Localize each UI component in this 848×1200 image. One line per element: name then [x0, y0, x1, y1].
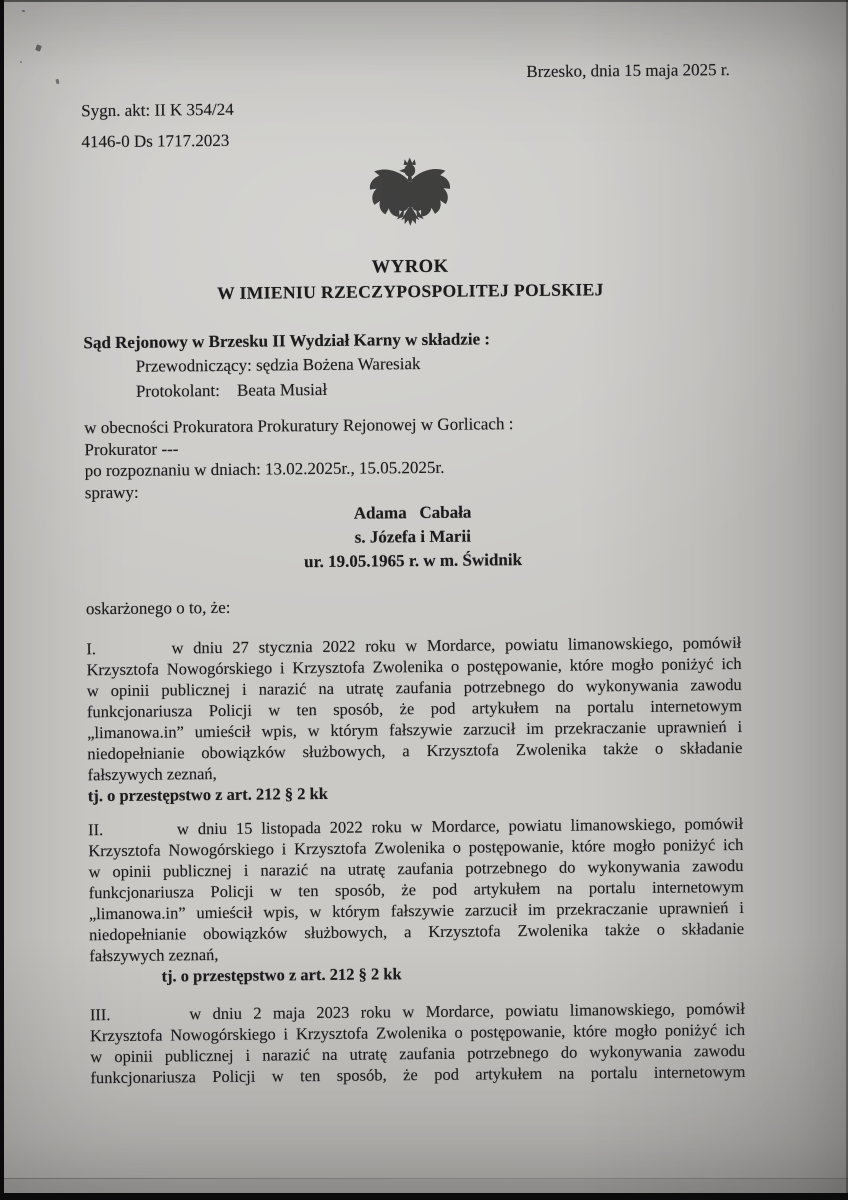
- photo-border-bottom: [0, 1193, 848, 1200]
- charge-I-line-1-text: w dniu 27 stycznia 2022 roku w Mordarce, powiatu limanowskiego, pomówił: [171, 632, 742, 658]
- charge-III-line-3: w opinii publicznej i narazić na utratę zaufania potrzebnego do wykonywania zawodu: [90, 1040, 746, 1067]
- charge-II-line-1-text: w dniu 15 listopada 2022 roku w Mordarce, powiatu limanowskiego, pomówił: [176, 813, 744, 839]
- charge-III-indent-gap: [122, 1019, 178, 1020]
- paper-edge-shadow: [0, 1179, 848, 1193]
- charge-I: [86, 632, 743, 806]
- defendant-name: Adama Cabała: [353, 502, 472, 523]
- charge-II-line-5: „limanowa.in” umieścił wpis, w którym fałszywie zarzucił im przekraczanie uprawnień i: [88, 897, 744, 924]
- charge-II-line-6: niedopełnianie obowiązków służbowych, a Krzysztofa Zwolenika także o składanie: [89, 918, 745, 945]
- charge-II-line-7: fałszywych zeznań,: [89, 944, 219, 966]
- court-composition-header: Sąd Rejonowy w Brzesku II Wydział Karny w składzie :: [83, 329, 491, 353]
- photo-border-left: [0, 0, 4, 1200]
- charge-II-statute: tj. o przestępstwo z art. 212 § 2 kk: [161, 964, 402, 986]
- charge-III-line-1-text: w dniu 2 maja 2023 roku w Mordarce, powiatu limanowskiego, pomówił: [189, 998, 745, 1024]
- presiding-judge-line: Przewodniczący: sędzia Bożena Waresiak: [135, 354, 421, 376]
- charge-II-line-2: Krzysztofa Nowogórskiego i Krzysztofa Zwolenika o postępowanie, które mogło poniżyć ich: [88, 834, 744, 861]
- prosecutor-presence-line: w obecności Prokuratora Prokuratury Rejonowej w Gorlicach :: [84, 414, 514, 438]
- document-title: WYROK: [371, 256, 449, 278]
- defendant-filiation: s. Józefa i Marii: [354, 526, 471, 547]
- charge-II: [88, 813, 745, 987]
- charge-III-line-4: funkcjonariusza Policji w ten sposób, że pod artykułem na portalu internetowym: [90, 1061, 746, 1088]
- charge-III-numeral: III.: [89, 1005, 111, 1025]
- charge-II-numeral: II.: [88, 820, 104, 840]
- case-number: Sygn. akt: II K 354/24: [81, 99, 234, 121]
- accusation-intro: oskarżonego o to, że:: [85, 597, 231, 619]
- charge-II-indent-gap: [112, 834, 168, 835]
- polish-eagle-icon: [82, 154, 738, 240]
- charge-III-line-2: Krzysztofa Nowogórskiego i Krzysztofa Zwolenika o postępowanie, które mogło poniżyć ich: [89, 1019, 746, 1046]
- defendant-birth: ur. 19.05.1965 r. w m. Świdnik: [304, 550, 523, 572]
- photo-border-top: [0, 0, 848, 2]
- charge-I-line-5: „limanowa.in” umieścił wpis, w którym fałszywie zarzucił im przekraczanie uprawnień i: [87, 716, 743, 743]
- charge-I-numeral: I.: [86, 639, 97, 659]
- reference-number: 4146-0 Ds 1717.2023: [81, 130, 230, 152]
- dust-speck: [22, 10, 25, 12]
- court-clerk-line: Protokolant: Beata Musiał: [135, 379, 328, 401]
- charge-II-line-4: funkcjonariusza Policji w ten sposób, że pod artykułem na portalu internetowym: [88, 876, 744, 903]
- charge-I-line-4: funkcjonariusza Policji w ten sposób, że pod artykułem na portalu internetowym: [86, 695, 743, 722]
- charge-I-line-2: Krzysztofa Nowogórskiego i Krzysztofa Zwolenika o postępowanie, które mogło poniżyć ich: [86, 653, 742, 680]
- charge-III: [90, 998, 746, 1088]
- charge-I-indent-gap: [106, 654, 162, 655]
- charge-I-line-3: w opinii publicznej i narazić na utratę zaufania potrzebnego do wykonywania zawodu: [86, 674, 742, 701]
- charge-I-line-6: niedopełnianie obowiązków służbowych, a Krzysztofa Zwolenika także o składanie: [87, 737, 743, 764]
- place-date-line: Brzesko, dnia 15 maja 2025 r.: [526, 60, 730, 81]
- prosecutor-line: Prokurator ---: [84, 438, 179, 459]
- case-label: sprawy:: [84, 482, 139, 502]
- hearing-dates-line: po rozpoznaniu w dniach: 13.02.2025r., 15.05.2025r.: [84, 457, 445, 481]
- charge-I-line-7: fałszywych zeznań,: [87, 764, 217, 785]
- document-subtitle: W IMIENIU RZECZYPOSPOLITEJ POLSKIEJ: [217, 279, 604, 303]
- charge-I-statute: tj. o przestępstwo z art. 212 § 2 kk: [87, 783, 329, 806]
- dust-speck: [20, 61, 22, 63]
- charge-II-line-3: w opinii publicznej i narazić na utratę zaufania potrzebnego do wykonywania zawodu: [88, 855, 744, 882]
